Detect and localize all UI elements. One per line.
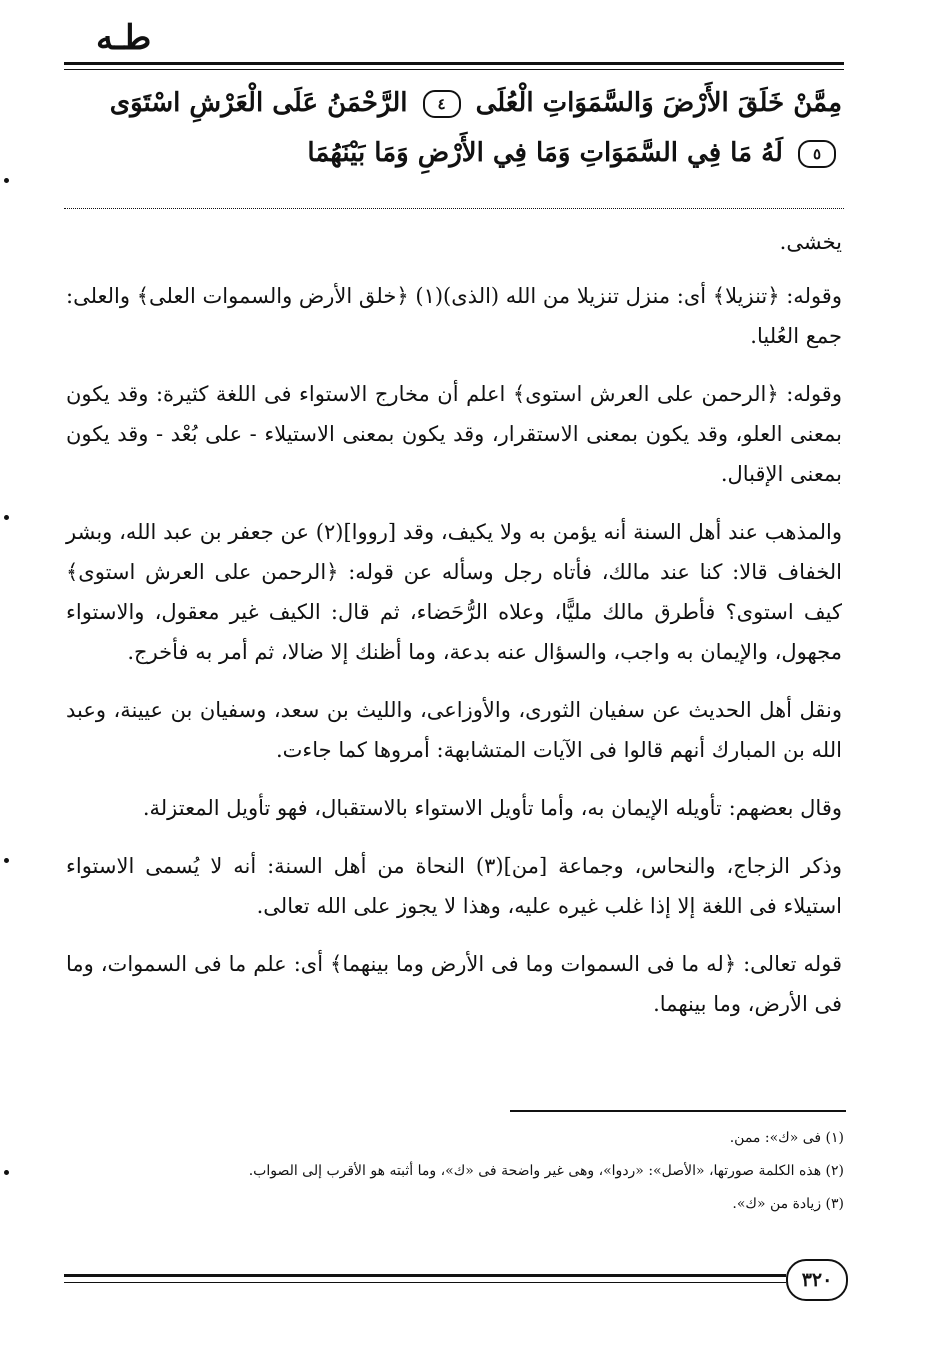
- commentary-text: [66, 222, 842, 1042]
- paragraph: وقوله: ﴿تنزيلا﴾ أى: منزل تنزيلا من الله (الذى)(١) ﴿خلق الأرض والسموات العلى﴾ والعلى: جمع العُليا.: [66, 284, 842, 348]
- footnote: (١) فى «ك»: ممن.: [729, 1130, 844, 1146]
- paragraph: ونقل أهل الحديث عن سفيان الثورى، والأوزاعى، والليث بن سعد، وسفيان بن عيينة، وعبد الله بن المبارك أنهم قالوا فى الآيات المتشابهة: أمروها كما جاءت.: [66, 698, 842, 762]
- footer-rule-thick: [64, 1274, 786, 1277]
- header-rule-thin: [64, 69, 844, 70]
- header-rule-thick: [64, 62, 844, 65]
- footnote: (٣) زيادة من «ك».: [732, 1196, 844, 1212]
- paragraph: وذكر الزجاج، والنحاس، وجماعة [من](٣) النحاة من أهل السنة: أنه لا يُسمى الاستواء استيلاء فى اللغة إلا إذا غلب غيره عليه، وهذا لا يجوز على الله تعالى.: [66, 854, 842, 918]
- paragraph: والمذهب عند أهل السنة أنه يؤمن به ولا يكيف، وقد [رووا](٢) عن جعفر بن عبد الله، وبشر الخفاف قالا: كنا عند مالك، فأتاه رجل وسأله عن قوله: ﴿الرحمن على العرش استوى﴾ كيف استوى؟ فأطرق مالك مليًّا، وعلاه الرُّحَضاء، ثم قال: الكيف غير معقول، والاستواء مجهول، والإيمان به واجب، والسؤال عنه بدعة، وما أظنك إلا ضالا، ثم أمر به فأخرج.: [66, 520, 843, 664]
- footer-rule-thin: [64, 1282, 786, 1283]
- verse-part-1: مِمَّنْ خَلَقَ الأَرْضَ وَالسَّمَوَاتِ الْعُلَى: [475, 88, 842, 118]
- margin-dot: [4, 858, 9, 863]
- footnote: (٢) هذه الكلمة صورتها، «الأصل»: «ردوا»، وهى غير واضحة فى «ك»، وما أثبته هو الأقرب إلى الصواب.: [248, 1163, 844, 1179]
- verse-part-3: لَهُ مَا فِي السَّمَوَاتِ وَمَا فِي الأَرْضِ وَمَا بَيْنَهُمَا: [307, 138, 783, 168]
- footnotes: [80, 1122, 844, 1221]
- page-number: ٣٢٠: [786, 1259, 848, 1301]
- quran-verse-block: [60, 78, 842, 178]
- margin-dot: [4, 178, 9, 183]
- paragraph: وقوله: ﴿الرحمن على العرش استوى﴾ اعلم أن مخارج الاستواء فى اللغة كثيرة: وقد يكون بمعنى العلو، وقد يكون بمعنى الاستقرار، وقد يكون بمعنى الاستيلاء - على بُعْد - وقد يكون بمعنى الإقبال.: [66, 382, 842, 486]
- paragraph: قوله تعالى: ﴿له ما فى السموات وما فى الأرض وما بينهما﴾ أى: علم ما فى السموات، وما فى الأرض، وما بينهما.: [66, 952, 842, 1016]
- paragraph: يخشى.: [779, 230, 842, 254]
- surah-name: طـه: [96, 18, 152, 58]
- verse-separator-rule: [64, 208, 844, 210]
- ayah-number-5: ٥: [798, 140, 836, 168]
- verse-part-2: الرَّحْمَنُ عَلَى الْعَرْشِ اسْتَوَى: [109, 88, 408, 118]
- margin-dot: [4, 515, 9, 520]
- paragraph: وقال بعضهم: تأويله الإيمان به، وأما تأويل الاستواء بالاستقبال، فهو تأويل المعتزلة.: [142, 796, 842, 820]
- ayah-number-4: ٤: [423, 90, 461, 118]
- margin-dot: [4, 1170, 9, 1175]
- footnote-rule: [510, 1110, 846, 1112]
